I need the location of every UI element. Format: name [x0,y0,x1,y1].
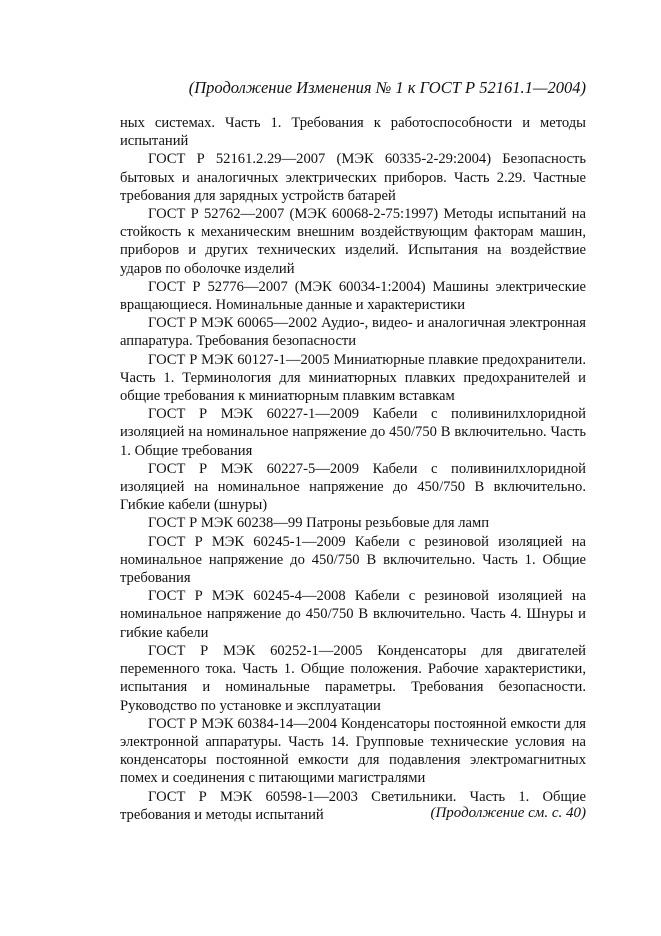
standard-entry: ГОСТ Р 52762—2007 (МЭК 60068-2-75:1997) Методы испытаний на стойкость к механическим внешним воздействующим факторам машин, приборов и других технических изделий. Испытания на воздействие ударов по оболочке изделий [120,206,586,277]
standard-entry: ГОСТ Р 52161.2.29—2007 (МЭК 60335-2-29:2004) Безопасность бытовых и аналогичных электрических приборов. Часть 2.29. Частные требования для зарядных устройств батарей [120,151,586,204]
paragraph-continuation: ных системах. Часть 1. Требования к работоспособности и методы испытаний [120,115,586,150]
standard-entry: ГОСТ Р МЭК 60238—99 Патроны резьбовые для ламп [148,515,490,532]
standard-entry: ГОСТ Р МЭК 60127-1—2005 Миниатюрные плавкие предохранители. Часть 1. Терминология для миниатюрных плавких предохранителей и общие требования к миниатюрным плавким вставкам [120,351,586,405]
standard-entry: ГОСТ Р МЭК 60065—2002 Аудио-, видео- и аналогичная электронная аппаратура. Требования безопасности [120,315,586,350]
standard-entry: ГОСТ Р МЭК 60227-1—2009 Кабели с поливинилхлоридной изоляцией на номинальное напряжение до 450/750 В включительно. Часть 1. Общие требования [120,406,586,459]
page-footer: (Продолжение см. с. 40) [430,805,586,821]
standards-list [120,114,586,824]
standard-entry: ГОСТ Р МЭК 60598-1—2003 Светильники. Часть 1. Общие требования и методы испытаний [120,788,586,823]
standard-entry: ГОСТ Р МЭК 60252-1—2005 Конденсаторы для двигателей переменного тока. Часть 1. Общие положения. Рабочие характеристики, испытания и номинальные параметры. Требования безопасности. Руководство по установке и эксплуатации [120,642,586,714]
standard-entry: ГОСТ Р МЭК 60245-4—2008 Кабели с резиновой изоляцией на номинальное напряжение до 450/750 В включительно. Часть 4. Шнуры и гибкие кабели [120,588,586,641]
standard-entry: ГОСТ Р 52776—2007 (МЭК 60034-1:2004) Машины электрические вращающиеся. Номинальные данные и характеристики [120,278,586,314]
standard-entry: ГОСТ Р МЭК 60245-1—2009 Кабели с резиновой изоляцией на номинальное напряжение до 450/750 В включительно. Часть 1. Общие требования [120,533,586,587]
standard-entry: ГОСТ Р МЭК 60384-14—2004 Конденсаторы постоянной емкости для электронной аппаратуры. Часть 14. Групповые технические условия на конденсаторы постоянной емкости для подавления электромагнитных помех и соединения с питающими магистралями [120,715,586,787]
standard-entry: ГОСТ Р МЭК 60227-5—2009 Кабели с поливинилхлоридной изоляцией на номинальное напряжение до 450/750 В включительно. Гибкие кабели (шнуры) [120,460,586,514]
page-header: (Продолжение Изменения № 1 к ГОСТ Р 52161.1—2004) [188,78,586,97]
